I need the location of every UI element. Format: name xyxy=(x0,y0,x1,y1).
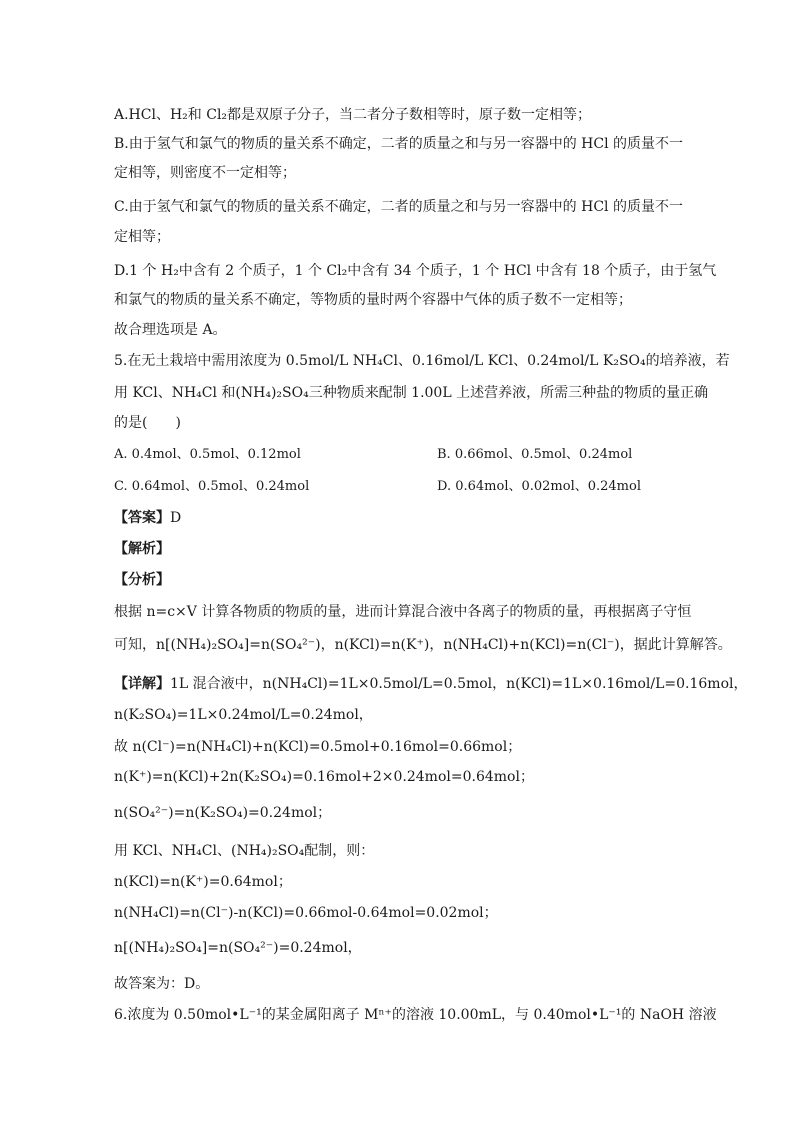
solution-line-c: C.由于氢气和氯气的物质的量关系不确定，二者的质量之和与另一容器中的 HCl 的质量不一 xyxy=(114,199,683,215)
detail-tag: 【详解】 xyxy=(114,676,170,692)
detail-line-3: 故 n(Cl⁻)=n(NH₄Cl)+n(KCl)=0.5mol+0.16mol=0.66mol； xyxy=(114,739,522,755)
question-5-stem-end: 的是( ) xyxy=(114,415,181,431)
answer-tag: 【答案】 xyxy=(114,510,170,526)
detail-line-1 xyxy=(114,675,748,693)
detail-line-7: n(KCl)=n(K⁺)=0.64mol； xyxy=(114,874,292,890)
question-5-stem-cont: 用 KCl、NH₄Cl 和(NH₄)₂SO₄三种物质来配制 1.00L 上述营养液，所需三种盐的物质的量正确 xyxy=(114,385,709,401)
fenxi-line-1: 根据 n=c×V 计算各物质的物质的量，进而计算混合液中各离子的物质的量，再根据离子守恒 xyxy=(114,604,692,620)
detail-text-1: 1L 混合液中，n(NH₄Cl)=1L×0.5mol/L=0.5mol，n(KCl)=1L×0.16mol/L=0.16mol， xyxy=(170,676,748,692)
answer-line xyxy=(114,509,181,527)
detail-line-2: n(K₂SO₄)=1L×0.24mol/L=0.24mol， xyxy=(114,707,373,723)
detail-line-9: n[(NH₄)₂SO₄]=n(SO₄²⁻)=0.24mol， xyxy=(114,940,362,956)
solution-line-d-cont: 和氯气的物质的量关系不确定，等物质的量时两个容器中气体的质子数不一定相等； xyxy=(114,292,632,308)
solution-line-d: D.1 个 H₂中含有 2 个质子，1 个 Cl₂中含有 34 个质子，1 个 HCl 中含有 18 个质子，由于氢气 xyxy=(114,263,717,279)
question-5-stem: 5.在无土栽培中需用浓度为 0.5mol/L NH₄Cl、0.16mol/L KCl、0.24mol/L K₂SO₄的培养液，若 xyxy=(114,353,730,369)
fenxi-line-2: 可知，n[(NH₄)₂SO₄]=n(SO₄²⁻)，n(KCl)=n(K⁺)，n(NH₄Cl)+n(KCl)=n(Cl⁻)，据此计算解答。 xyxy=(114,637,732,653)
detail-line-5: n(SO₄²⁻)=n(K₂SO₄)=0.24mol； xyxy=(114,805,332,821)
analysis-tag: 【解析】 xyxy=(114,541,170,557)
solution-line-a: A.HCl、H₂和 Cl₂都是双原子分子，当二者分子数相等时，原子数一定相等； xyxy=(114,107,592,123)
detail-line-4: n(K⁺)=n(KCl)+2n(K₂SO₄)=0.16mol+2×0.24mol=0.64mol； xyxy=(114,769,534,785)
answer-value: D xyxy=(170,510,182,526)
solution-line-b-cont: 定相等，则密度不一定相等； xyxy=(114,165,296,181)
option-d: D. 0.64mol、0.02mol、0.24mol xyxy=(437,479,641,494)
solution-conclusion: 故合理选项是 A。 xyxy=(114,322,227,338)
detail-conclusion: 故答案为：D。 xyxy=(114,976,210,992)
detail-line-6: 用 KCl、NH₄Cl、(NH₄)₂SO₄配制，则： xyxy=(114,843,375,859)
option-a: A. 0.4mol、0.5mol、0.12mol xyxy=(114,447,301,462)
option-b: B. 0.66mol、0.5mol、0.24mol xyxy=(437,447,633,462)
fenxi-tag: 【分析】 xyxy=(114,572,170,588)
detail-line-8: n(NH₄Cl)=n(Cl⁻)-n(KCl)=0.66mol-0.64mol=0.02mol； xyxy=(114,905,498,921)
question-6-stem: 6.浓度为 0.50mol•L⁻¹的某金属阳离子 Mⁿ⁺的溶液 10.00mL，与 0.40mol•L⁻¹的 NaOH 溶液 xyxy=(114,1007,717,1023)
solution-line-b: B.由于氢气和氯气的物质的量关系不确定，二者的质量之和与另一容器中的 HCl 的质量不一 xyxy=(114,136,684,152)
solution-line-c-cont: 定相等； xyxy=(114,229,170,245)
option-c: C. 0.64mol、0.5mol、0.24mol xyxy=(114,479,310,494)
